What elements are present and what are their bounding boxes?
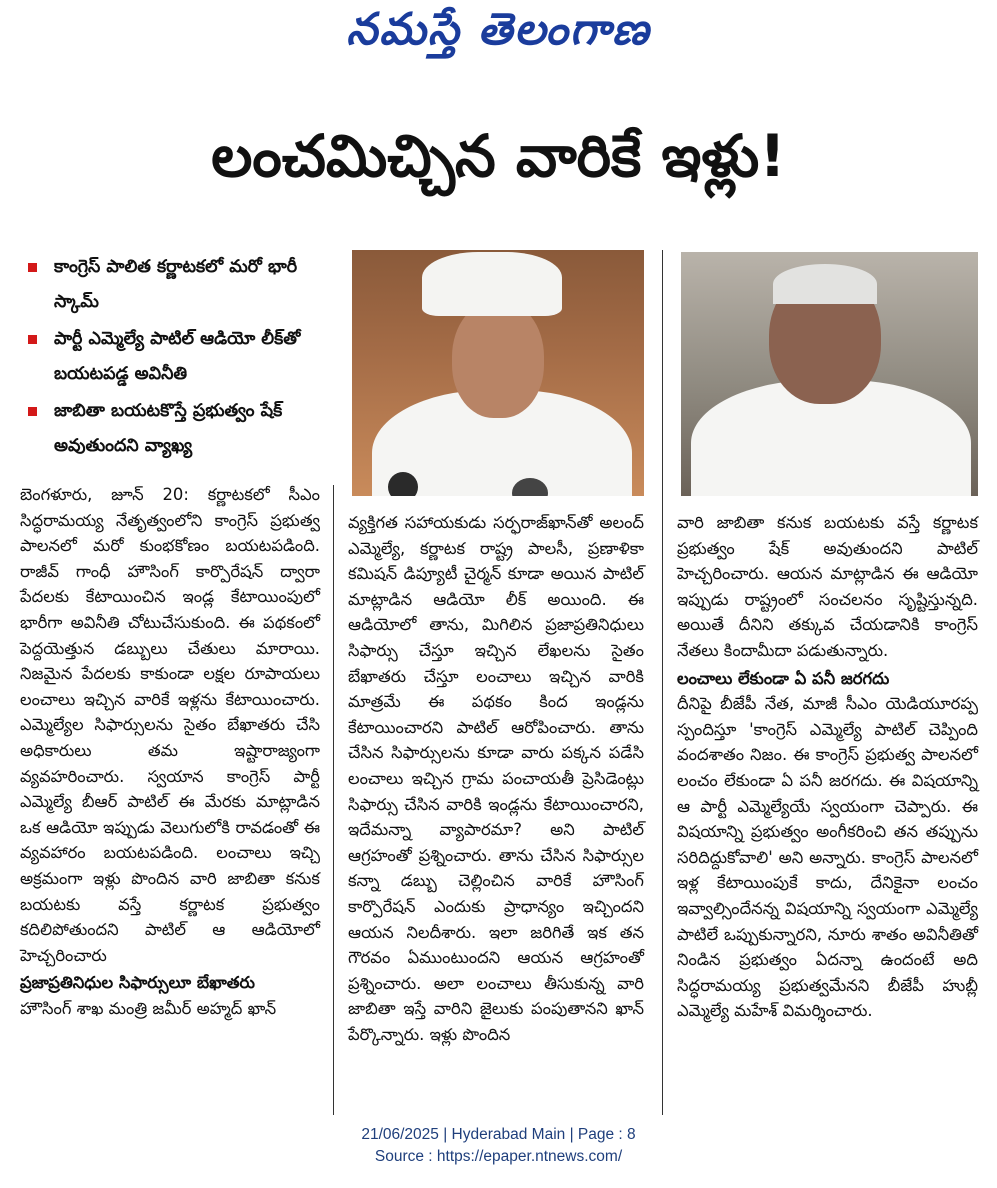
photo-politician-with-cap bbox=[352, 250, 644, 496]
article-paragraph: బెంగళూరు, జూన్ 20: కర్ణాటకలో సీఎం సిద్ధరామయ్య నేతృత్వంలోని కాంగ్రెస్ ప్రభుత్వ పాలనలో మరో కుంభకోణం బయటపడింది. రాజీవ్ గాంధీ హౌసింగ్ కార్పొరేషన్ ద్వారా పేదలకు కేటాయించిన ఇండ్ల కేటాయింపులో భారీగా అవినీతి చోటుచేసుకుంది. ఈ పథకంలో పెద్దయెత్తున డబ్బులు చేతులు మారాయి. నిజమైన పేదలకు కాకుండా లక్షల రూపాయలు లంచాలు ఇచ్చిన వారికే ఇళ్లను కేటాయించారు. ఎమ్మెల్యేల సిఫార్సులను సైతం బేఖాతరు చేసి అధికారులు తమ ఇష్టారాజ్యంగా వ్యవహరించారు. స్వయాన కాంగ్రెస్ పార్టీ ఎమ్మెల్యే బీఆర్ పాటిల్ ఈ మేరకు మాట్లాడిన ఒక ఆడియో ఇప్పుడు వెలుగులోకి రావడంతో ఈ వ్యవహారం బయటపడింది. లంచాలు ఇచ్చి అక్రమంగా ఇళ్లు పొందిన వారి జాబితా కనుక బయటకు వస్తే కర్ణాటక ప్రభుత్వం కదిలిపోతుందని పాటిల్ ఆ ఆడియోలో హెచ్చరించారు bbox=[20, 485, 320, 965]
article-column-3 bbox=[677, 510, 978, 1024]
source-link[interactable]: Source : https://epaper.ntnews.com/ bbox=[374, 1148, 623, 1165]
article-paragraph: వారి జాబితా కనుక బయటకు వస్తే కర్ణాటక ప్రభుత్వం షేక్ అవుతుందని పాటిల్ హెచ్చరించారు. ఆయన మాట్లాడిన ఈ ఆడియో ఇప్పుడు రాష్ట్రంలో సంచలనం సృష్టిస్తున్నది. అయితే దీనిని తక్కువ చేయడానికి కాంగ్రెస్ నేతలు కిందామీదా పడుతున్నారు. bbox=[677, 513, 978, 660]
page-footer bbox=[0, 1124, 997, 1168]
article-column-1 bbox=[20, 482, 320, 1021]
highlight-item: కాంగ్రెస్ పాలిత కర్ణాటకలో మరో భారీ స్కామ్ bbox=[22, 250, 332, 320]
article-paragraph: హౌసింగ్ శాఖ మంత్రి జమీర్ అహ్మద్ ఖాన్ bbox=[20, 998, 277, 1018]
masthead-title: నమస్తే తెలంగాణ bbox=[346, 4, 651, 55]
article-subheading: లంచాలు లేకుండా ఏ పనీ జరగదు bbox=[677, 668, 890, 688]
edition-info: 21/06/2025 | Hyderabad Main | Page : 8 bbox=[361, 1126, 636, 1143]
column-divider bbox=[333, 485, 334, 1115]
headline: లంచమిచ్చిన వారికే ఇళ్లు! bbox=[211, 122, 786, 190]
highlight-item: పార్టీ ఎమ్మెల్యే పాటిల్ ఆడియో లీక్‌తో బయటపడ్డ అవినీతి bbox=[22, 322, 332, 392]
column-divider bbox=[662, 250, 663, 1115]
article-paragraph: వ్యక్తిగత సహాయకుడు సర్ఫరాజ్‌ఖాన్‌తో అలంద్ ఎమ్మెల్యే, కర్ణాటక రాష్ట్ర పాలసీ, ప్రణాళికా కమిషన్ డిప్యూటీ చైర్మన్ కూడా అయిన పాటిల్ మాట్లాడిన ఆడియో లీక్ అయింది. ఈ ఆడియోలో తాను, మిగిలిన ప్రజాప్రతినిధులు సిఫార్సు చేస్తూ ఇచ్చిన లేఖలను సైతం బేఖాతరు చేస్తూ లంచాలు ఇచ్చిన వారికి మాత్రమే ఈ పథకం కింద ఇండ్లను కేటాయించారని పాటిల్ ఆరోపించారు. తాను చేసిన సిఫార్సులను కూడా వారు పక్కన పడేసి లంచాలు ఇచ్చిన గ్రామ పంచాయతీ ప్రెసిడెంట్లు సిఫార్సు చేసిన వారికి ఇండ్లను కేటాయించారని, ఇదేమన్నా వ్యాపారమా? అని పాటిల్ ఆగ్రహంతో ప్రశ్నించారు. తాను చేసిన సిఫార్సుల కన్నా డబ్బు చెల్లించిన వారికే హౌసింగ్ కార్పొరేషన్ ఎందుకు ప్రాధాన్యం ఇచ్చిందని ఆయన నిలదీశారు. ఇలా జరిగితే ఇక తన గౌరవం ఏముంటుందని ఆయన ఆగ్రహంతో ప్రశ్నించారు. అలా లంచాలు తీసుకున్న వారి జాబితా ఇస్తే వారిని జైలుకు పంపుతానని ఖాన్ పేర్కొన్నారు. ఇళ్లు పొందిన bbox=[348, 513, 644, 1044]
highlights-list bbox=[22, 250, 332, 466]
article-subheading: ప్రజాప్రతినిధుల సిఫార్సులూ బేఖాతరు bbox=[20, 973, 255, 993]
article-column-2 bbox=[348, 510, 644, 1047]
highlight-item: జాబితా బయటకొస్తే ప్రభుత్వం షేక్ అవుతుందని వ్యాఖ్య bbox=[22, 394, 332, 464]
photo-chief-minister bbox=[681, 252, 978, 496]
article-paragraph: దీనిపై బీజేపీ నేత, మాజీ సీఎం యెడియూరప్ప స్పందిస్తూ 'కాంగ్రెస్ ఎమ్మెల్యే పాటిల్ చెప్పింది వందశాతం నిజం. ఈ కాంగ్రెస్ ప్రభుత్వ పాలనలో లంచం లేకుండా ఏ పనీ జరగదు. ఈ విషయాన్ని ఆ పార్టీ ఎమ్మెల్యేయే స్వయంగా చెప్పారు. ఈ విషయాన్ని ప్రభుత్వం అంగీకరించి తన తప్పును సరిదిద్దుకోవాలి' అని అన్నారు. కాంగ్రెస్ పాలనలో ఇళ్ల కేటాయింపుకే కాదు, దేనికైనా లంచం ఇవ్వాల్సిందేనన్న విషయాన్ని స్వయంగా ఎమ్మెల్యే పాటిలే ఒప్పుకున్నారని, నూరు శాతం అవినీతితో నిండిన ప్రభుత్వం ఏదన్నా ఉందంటే అది సిద్ధరామయ్య ప్రభుత్వమేనని బీజేపీ హుబ్లీ ఎమ్మెల్యే మహేశ్ విమర్శించారు. bbox=[677, 694, 978, 1021]
